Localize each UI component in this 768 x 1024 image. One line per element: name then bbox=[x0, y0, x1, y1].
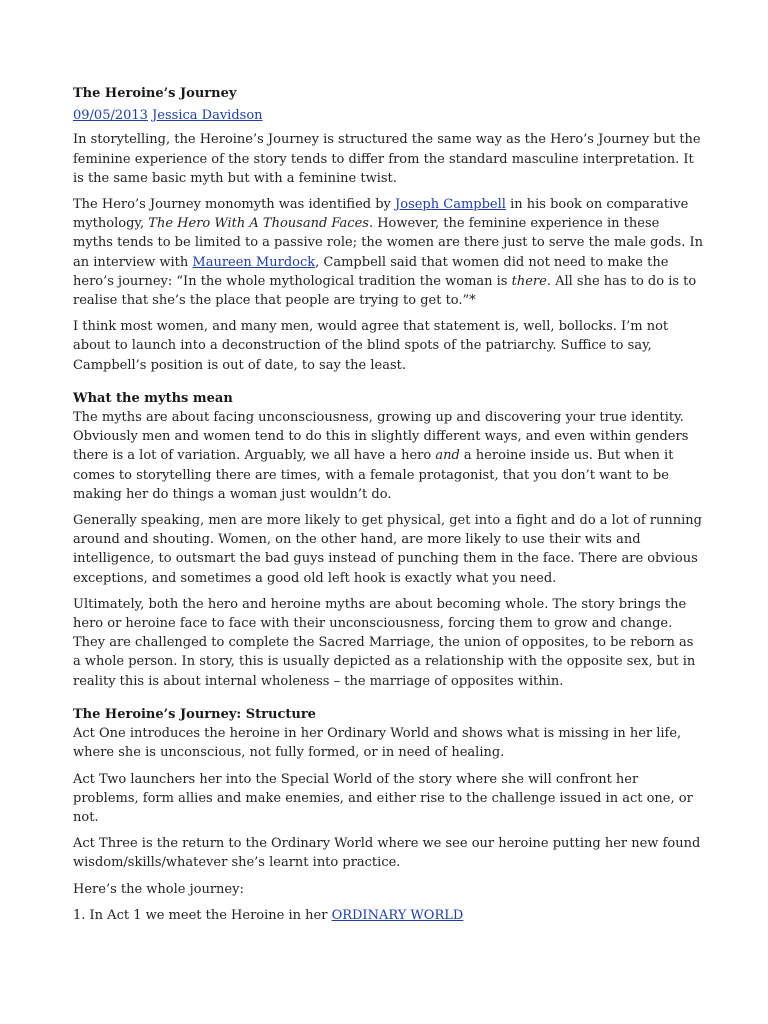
emphasis-and: and bbox=[435, 448, 460, 464]
structure-paragraph-4: Here’s the whole journey: bbox=[73, 881, 244, 897]
myths-paragraph-2: Generally speaking, men are more likely to get physical, get into a fight and do a lot of running around and shouting. Women, on the other hand, are more likely to use their wits and intelligence, to outsmart the bad guys instead of punching them in the face. There are obvious exceptions, and sometimes a good old left hook is exactly what you need. bbox=[73, 513, 702, 586]
emphasis-there: there bbox=[511, 273, 547, 289]
section-heading-myths: What the myths mean bbox=[73, 390, 233, 406]
section-heading-structure: The Heroine’s Journey: Structure bbox=[73, 706, 316, 722]
text-run: . All she has to do is to realise that she’s the place that people are trying to get to.”* bbox=[73, 273, 697, 309]
article-meta bbox=[73, 106, 703, 125]
post-date-link[interactable]: 09/05/2013 bbox=[73, 108, 148, 124]
article-title: The Heroine’s Journey bbox=[73, 86, 237, 101]
myths-paragraph-3: Ultimately, both the hero and heroine myths are about becoming whole. The story brings the hero or heroine face to face with their unconsciousness, forcing them to grow and change. They are challenged to complete the Sacred Marriage, the union of opposites, to be reborn as a whole person. In story, this is usually depicted as a relationship with the opposite sex, but in reality this is about internal wholeness – the marriage of opposites within. bbox=[73, 596, 696, 689]
intro-paragraph-2 bbox=[73, 195, 703, 310]
text-run: 1. In Act 1 we meet the Heroine in her bbox=[73, 907, 332, 923]
structure-paragraph-3: Act Three is the return to the Ordinary World where we see our heroine putting her new found wisdom/skills/whatever she’s learnt into practice. bbox=[73, 836, 701, 871]
ordinary-world-link[interactable]: ORDINARY WORLD bbox=[331, 907, 464, 923]
text-run: in his book on comparative mythology, bbox=[73, 197, 689, 232]
myths-paragraph-1 bbox=[73, 408, 703, 504]
article-body bbox=[73, 84, 703, 932]
book-title: The Hero With A Thousand Faces bbox=[148, 216, 369, 232]
maureen-murdock-link[interactable]: Maureen Murdock bbox=[192, 254, 316, 270]
intro-paragraph-3: I think most women, and many men, would agree that statement is, well, bollocks. I’m not about to launch into a deconstruction of the blind spots of the patriarchy. Suffice to say, Campbell’s position is out of date, to say the least. bbox=[73, 319, 669, 373]
journey-list-item-1 bbox=[73, 906, 703, 925]
text-run: The myths are about facing unconsciousness, growing up and discovering your true identity. Obviously men and women tend to do this in slightly different ways, and even within genders there is a lot of variation. Arguably, we all have a hero bbox=[73, 410, 689, 464]
joseph-campbell-link[interactable]: Joseph Campbell bbox=[395, 197, 506, 213]
structure-paragraph-2: Act Two launchers her into the Special World of the story where she will confront her problems, form allies and make enemies, and either rise to the challenge issued in act one, or not. bbox=[73, 771, 693, 825]
intro-paragraph-1: In storytelling, the Heroine’s Journey is structured the same way as the Hero’s Journey but the feminine experience of the story tends to differ from the standard masculine interpretation. It is the same basic myth but with a feminine twist. bbox=[73, 132, 701, 186]
text-run: , Campbell said that women did not need to make the hero’s journey: “In the whole mythological tradition the woman is bbox=[73, 254, 669, 289]
text-run: a heroine inside us. But when it comes to storytelling there are times, with a female protagonist, that you don’t want to be making her do things a woman just wouldn’t do. bbox=[73, 448, 674, 502]
structure-paragraph-1: Act One introduces the heroine in her Ordinary World and shows what is missing in her life, where she is unconscious, not fully formed, or in need of healing. bbox=[73, 726, 682, 761]
text-run: . However, the feminine experience in these myths tends to be limited to a passive role; the women are there just to serve the male gods. In an interview with bbox=[73, 216, 703, 270]
author-link[interactable]: Jessica Davidson bbox=[152, 108, 263, 124]
text-run: The Hero’s Journey monomyth was identified by bbox=[73, 197, 396, 213]
